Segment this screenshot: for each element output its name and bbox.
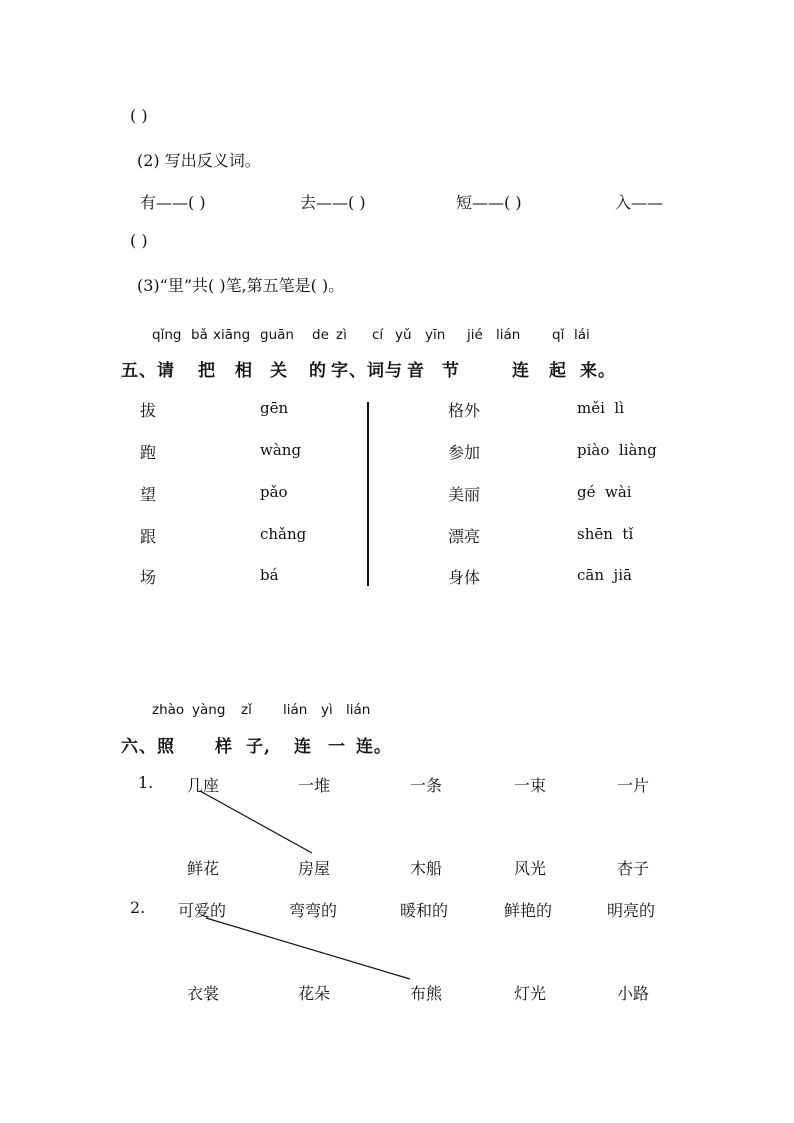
match-word[interactable]: 美丽 — [448, 485, 481, 504]
match-top-word[interactable]: 明亮的 — [607, 901, 656, 920]
pinyin: bǎ — [191, 327, 208, 343]
heading-part: 与 — [385, 361, 403, 381]
heading-part: 起 — [549, 361, 567, 381]
match-word-pinyin[interactable]: měi lì — [577, 399, 625, 417]
pinyin: jié — [467, 327, 483, 343]
match-word-pinyin[interactable]: gé wài — [577, 483, 632, 501]
match-char[interactable]: 跟 — [140, 527, 157, 546]
heading-part: 样 — [215, 737, 233, 757]
antonym-item-3: 短——( ) — [456, 193, 522, 212]
pinyin: cí — [372, 327, 384, 343]
match-char[interactable]: 望 — [140, 485, 157, 504]
pinyin: yàng — [192, 702, 226, 718]
match-char[interactable]: 跑 — [140, 443, 157, 462]
antonym-blank-wrap: ( ) — [130, 231, 148, 250]
pinyin: qǐ — [552, 327, 565, 343]
heading-part: 把 — [198, 361, 216, 381]
match-top-word[interactable]: 鲜艳的 — [504, 901, 553, 920]
match-bottom-word[interactable]: 鲜花 — [187, 859, 220, 878]
match-char-pinyin[interactable]: chǎng — [260, 525, 307, 543]
match-bottom-word[interactable]: 小路 — [617, 984, 650, 1003]
match-word-pinyin[interactable]: piào liàng — [577, 441, 657, 459]
heading-part: 字、词 — [331, 361, 385, 381]
match-top-word[interactable]: 可爱的 — [178, 901, 227, 920]
match-bottom-word[interactable]: 灯光 — [514, 984, 547, 1003]
pinyin: qǐng — [152, 327, 182, 343]
match-char-pinyin[interactable]: pǎo — [260, 483, 288, 501]
match-char-pinyin[interactable]: wàng — [260, 441, 302, 459]
example-line-2 — [206, 918, 410, 979]
pinyin: yǔ — [395, 327, 412, 343]
pinyin: lián — [346, 702, 371, 718]
heading-part: 相 — [235, 361, 253, 381]
match-bottom-word[interactable]: 杏子 — [617, 859, 650, 878]
heading-part: 连 — [512, 361, 530, 381]
match-word[interactable]: 身体 — [448, 568, 481, 587]
match-char-pinyin[interactable]: gēn — [260, 399, 289, 417]
pinyin: lián — [283, 702, 308, 718]
heading-part: 连 — [294, 737, 312, 757]
antonym-item-4: 入—— — [615, 193, 664, 212]
match-word[interactable]: 格外 — [448, 401, 481, 420]
heading-part: 一 — [328, 737, 346, 757]
match-bottom-word[interactable]: 风光 — [514, 859, 547, 878]
heading-part: 连。 — [356, 737, 392, 757]
match-top-word[interactable]: 一条 — [410, 776, 443, 795]
match-word-pinyin[interactable]: cān jiā — [577, 566, 632, 584]
q2-title: (2) 写出反义词。 — [137, 151, 261, 170]
heading-part: 来。 — [580, 361, 616, 381]
pinyin: zhào — [152, 702, 185, 718]
pinyin: guān — [260, 327, 294, 343]
match-top-word[interactable]: 一堆 — [298, 776, 331, 795]
heading-part: 五、请 — [121, 361, 175, 381]
match-word[interactable]: 漂亮 — [448, 527, 481, 546]
match-char-pinyin[interactable]: bá — [260, 566, 279, 584]
match-bottom-word[interactable]: 木船 — [410, 859, 443, 878]
match-char[interactable]: 场 — [140, 568, 157, 587]
heading-part: 子, — [246, 737, 271, 757]
match-top-word[interactable]: 一片 — [617, 776, 650, 795]
heading-part: 六、照 — [121, 737, 175, 757]
match-word[interactable]: 参加 — [448, 443, 481, 462]
pinyin: zǐ — [241, 702, 252, 718]
heading-part: 关 — [270, 361, 288, 381]
heading-part: 的 — [309, 361, 327, 381]
heading-part: 音 — [407, 361, 425, 381]
match-top-word[interactable]: 弯弯的 — [289, 901, 338, 920]
group-number: 2. — [130, 898, 146, 917]
match-top-word[interactable]: 暖和的 — [400, 901, 449, 920]
pinyin: zì — [336, 327, 347, 343]
pinyin: de — [312, 327, 329, 343]
match-top-word[interactable]: 几座 — [187, 776, 220, 795]
match-top-word[interactable]: 一束 — [514, 776, 547, 795]
antonym-item-2: 去——( ) — [300, 193, 366, 212]
antonym-item-1: 有——( ) — [140, 193, 206, 212]
pinyin: yīn — [425, 327, 446, 343]
q3-stroke-question: (3)“里”共( )笔,第五笔是( )。 — [137, 276, 345, 295]
match-bottom-word[interactable]: 房屋 — [298, 859, 331, 878]
match-bottom-word[interactable]: 布熊 — [410, 984, 443, 1003]
match-bottom-word[interactable]: 花朵 — [298, 984, 331, 1003]
pinyin: xiāng — [213, 327, 251, 343]
blank-line-top: ( ) — [130, 106, 148, 125]
pinyin: lián — [496, 327, 521, 343]
match-bottom-word[interactable]: 衣裳 — [187, 984, 220, 1003]
match-char[interactable]: 拔 — [140, 401, 157, 420]
group-number: 1. — [138, 773, 154, 792]
pinyin: yì — [321, 702, 333, 718]
example-line-1 — [200, 791, 312, 853]
heading-part: 节 — [442, 361, 460, 381]
match-word-pinyin[interactable]: shēn tǐ — [577, 525, 634, 543]
pinyin: lái — [574, 327, 590, 343]
